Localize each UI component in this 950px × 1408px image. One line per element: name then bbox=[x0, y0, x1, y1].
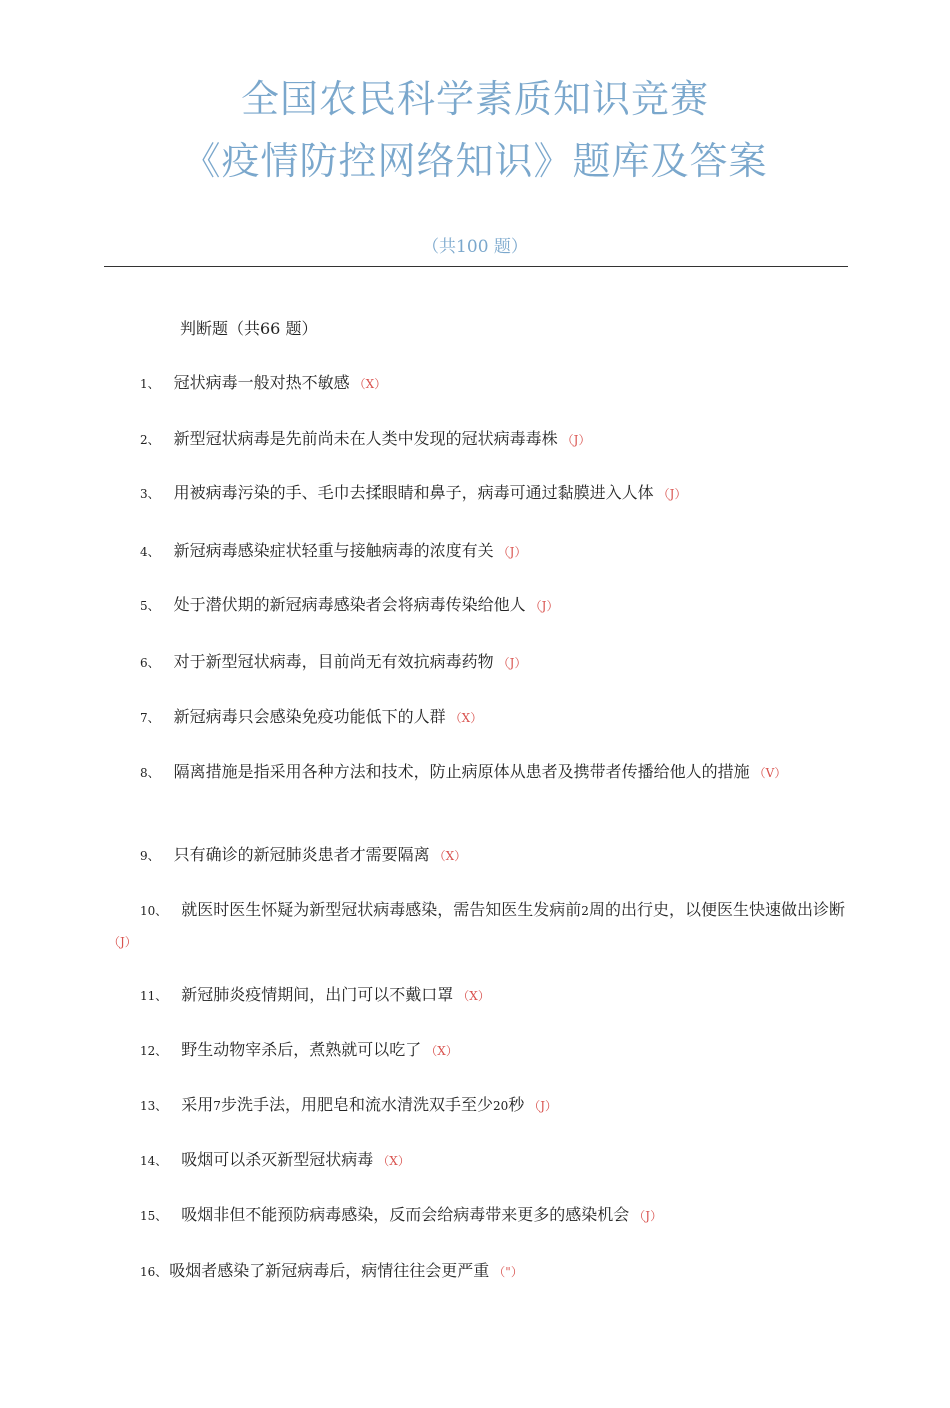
answer-mark: （X） bbox=[433, 849, 467, 863]
question-text: 吸烟可以杀灭新型冠状病毒 bbox=[181, 1150, 374, 1169]
answer-mark: （X） bbox=[353, 377, 387, 391]
question-text: 冠状病毒一般对热不敏感 bbox=[173, 373, 350, 392]
question-number: 11、 bbox=[140, 989, 168, 1003]
answer-mark: （J） bbox=[529, 599, 559, 613]
question-item bbox=[104, 424, 850, 455]
question-text: 吸烟者感染了新冠病毒后，病情往往会更严重 bbox=[169, 1261, 490, 1280]
question-item bbox=[104, 1035, 850, 1066]
question-number: 8、 bbox=[140, 766, 160, 780]
question-item bbox=[104, 368, 850, 399]
answer-mark: （X） bbox=[377, 1154, 410, 1168]
question-number: 4、 bbox=[140, 545, 160, 559]
question-number: 6、 bbox=[140, 656, 160, 670]
question-text: 新冠病毒只会感染免疫功能低下的人群 bbox=[173, 707, 446, 726]
question-item bbox=[104, 478, 850, 509]
question-number: 7、 bbox=[140, 711, 160, 725]
answer-mark: （J） bbox=[657, 487, 687, 501]
document-title-line-2: 《疫情防控网络知识》题库及答案 bbox=[182, 139, 768, 183]
question-text: 对于新型冠状病毒，目前尚无有效抗病毒药物 bbox=[173, 652, 494, 671]
question-item bbox=[104, 895, 850, 957]
question-text: 用被病毒污染的手、毛巾去揉眼睛和鼻子，病毒可通过黏膜进入人体 bbox=[173, 483, 654, 502]
question-number: 12、 bbox=[140, 1044, 168, 1058]
question-item bbox=[104, 840, 850, 871]
answer-mark: （"） bbox=[493, 1265, 523, 1279]
question-text: 新型冠状病毒是先前尚未在人类中发现的冠状病毒毒株 bbox=[173, 429, 558, 448]
question-number: 2、 bbox=[140, 433, 160, 447]
answer-mark: （X） bbox=[457, 989, 490, 1003]
answer-mark: （J） bbox=[633, 1209, 663, 1223]
question-number: 16、 bbox=[140, 1265, 168, 1279]
question-number-value: 7 bbox=[213, 1099, 221, 1113]
answer-mark: （J） bbox=[497, 656, 527, 670]
question-count-subtitle: （共100 题） bbox=[422, 237, 528, 257]
question-number-value: 2 bbox=[581, 904, 589, 918]
answer-mark: （X） bbox=[449, 711, 483, 725]
answer-mark: （V） bbox=[753, 766, 787, 780]
question-text: 处于潜伏期的新冠病毒感染者会将病毒传染给他人 bbox=[173, 595, 526, 614]
question-text-part: 就医时医生怀疑为新型冠状病毒感染，需告知医生发病前 bbox=[181, 900, 582, 919]
question-item bbox=[104, 980, 850, 1011]
question-text-part: 步洗手法，用肥皂和流水清洗双手至少 bbox=[220, 1095, 493, 1114]
question-item bbox=[104, 647, 850, 678]
question-text: 吸烟非但不能预防病毒感染，反而会给病毒带来更多的感染机会 bbox=[181, 1205, 630, 1224]
question-number: 13、 bbox=[140, 1099, 168, 1113]
question-text: 隔离措施是指采用各种方法和技术，防止病原体从患者及携带者传播给他人的措施 bbox=[173, 762, 750, 781]
question-text: 只有确诊的新冠肺炎患者才需要隔离 bbox=[173, 845, 430, 864]
question-item bbox=[104, 1090, 850, 1121]
question-number: 9、 bbox=[140, 849, 160, 863]
question-number: 15、 bbox=[140, 1209, 168, 1223]
document-title-line-1: 全国农民科学素质知识竞赛 bbox=[240, 77, 709, 121]
question-item bbox=[104, 1145, 850, 1176]
question-item bbox=[104, 702, 850, 733]
question-item bbox=[104, 536, 850, 567]
question-item bbox=[104, 1200, 850, 1231]
question-number: 14、 bbox=[140, 1154, 168, 1168]
answer-mark: （J） bbox=[108, 935, 137, 949]
question-number: 5、 bbox=[140, 599, 160, 613]
question-item bbox=[104, 757, 850, 788]
question-item bbox=[104, 1256, 850, 1287]
answer-mark: （J） bbox=[497, 545, 527, 559]
question-text: 野生动物宰杀后，煮熟就可以吃了 bbox=[181, 1040, 422, 1059]
question-text: 新冠病毒感染症状轻重与接触病毒的浓度有关 bbox=[173, 541, 494, 560]
question-number: 1、 bbox=[140, 377, 160, 391]
question-text-part: 采用 bbox=[181, 1095, 214, 1114]
answer-mark: （J） bbox=[528, 1099, 558, 1113]
answer-mark: （X） bbox=[425, 1044, 458, 1058]
question-text: 新冠肺炎疫情期间，出门可以不戴口罩 bbox=[181, 985, 454, 1004]
question-text-part: 周的出行史，以便医生快速做出诊断 bbox=[588, 900, 845, 919]
section-heading-true-false: 判断题（共66 题） bbox=[180, 319, 318, 338]
question-number: 3、 bbox=[140, 487, 160, 501]
question-item bbox=[104, 590, 850, 621]
question-number-value: 20 bbox=[492, 1099, 509, 1113]
question-number: 10、 bbox=[140, 904, 168, 918]
answer-mark: （J） bbox=[561, 433, 591, 447]
horizontal-divider bbox=[104, 266, 848, 267]
question-text-part: 秒 bbox=[508, 1095, 525, 1114]
